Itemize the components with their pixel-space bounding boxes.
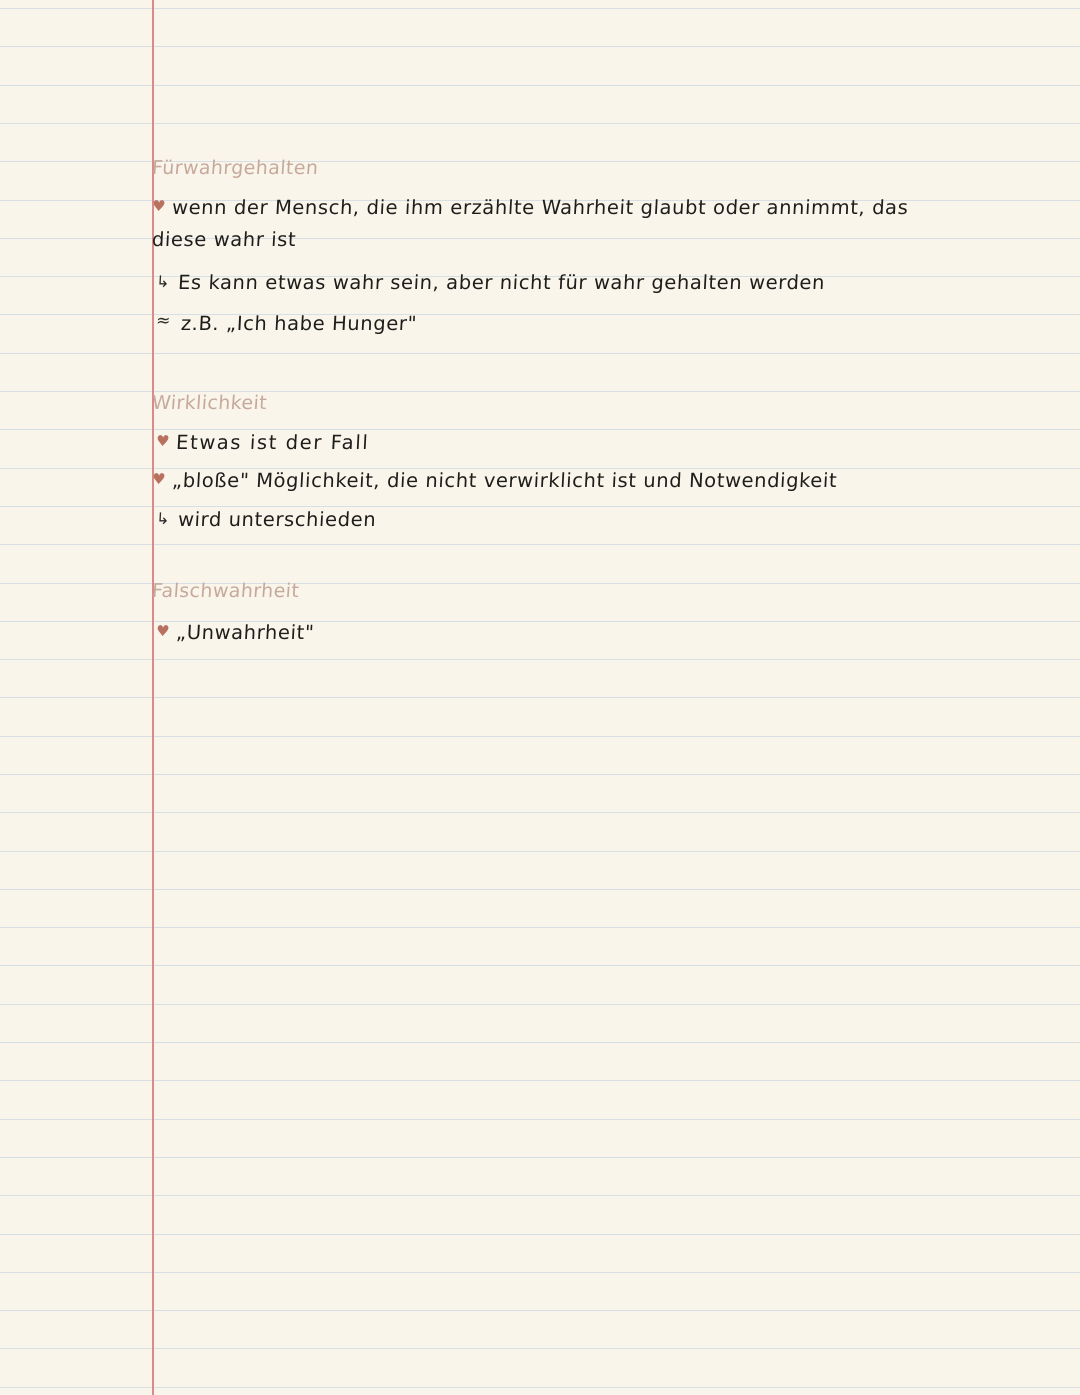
note-line [152, 309, 1052, 340]
note-text: wenn der Mensch, die ihm erzählte Wahrheit glaubt oder annimmt, das [171, 196, 910, 219]
section-heading: Falschwahrheit [151, 580, 301, 602]
heart-icon: ♥ [155, 432, 171, 450]
section-wirklichkeit [152, 390, 1052, 416]
approx-icon: ≈ [155, 311, 172, 331]
arrow-icon: ↳ [155, 509, 171, 528]
note-text: „bloße" Möglichkeit, die nicht verwirklicht ist und Notwendigkeit [171, 469, 838, 492]
arrow-icon: ↳ [155, 272, 171, 291]
note-text: diese wahr ist [151, 228, 297, 251]
section-falschwahrheit [152, 578, 1052, 604]
note-text: Etwas ist der Fall [175, 431, 370, 454]
heart-icon: ♥ [155, 622, 171, 640]
note-line [152, 268, 1052, 299]
note-line [152, 225, 1052, 255]
note-text: z.B. „Ich habe Hunger" [180, 312, 418, 335]
note-text: Es kann etwas wahr sein, aber nicht für wahr gehalten werden [177, 271, 826, 294]
section-heading: Fürwahrgehalten [151, 157, 320, 179]
note-line [152, 466, 1052, 497]
section-heading: Wirklichkeit [151, 392, 268, 414]
note-text: „Unwahrheit" [175, 621, 315, 644]
note-line [152, 428, 1052, 459]
section-fuerwahrgehalten [152, 155, 1052, 181]
note-line [152, 193, 1052, 224]
note-text: wird unterschieden [177, 508, 377, 531]
note-line [152, 505, 1052, 536]
heart-icon: ♥ [151, 197, 167, 215]
note-line [152, 618, 1052, 649]
heart-icon: ♥ [151, 470, 167, 488]
